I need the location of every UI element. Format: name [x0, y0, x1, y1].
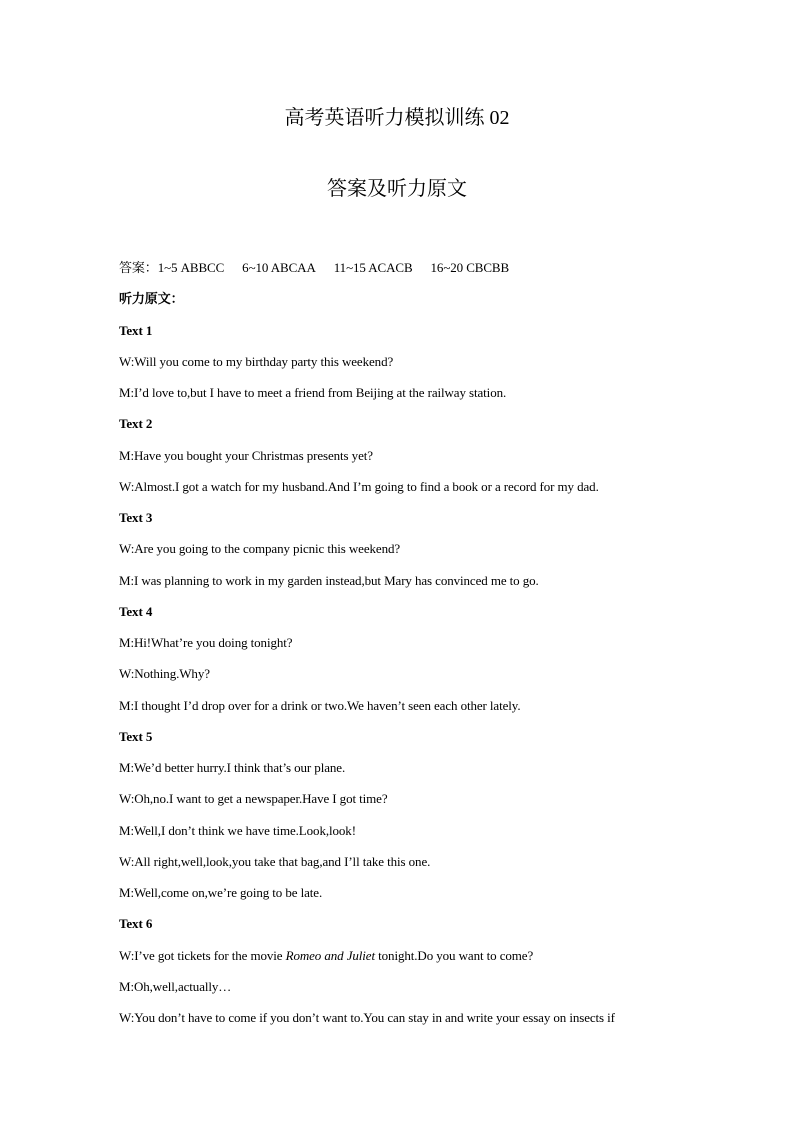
dialogue-text: W:I’ve got tickets for the movie: [119, 947, 286, 963]
dialogue-line: W:All right,well,look,you take that bag,and I’ll take this one.: [119, 853, 431, 869]
document-body: [119, 256, 699, 1037]
dialogue-line: M:Oh,well,actually…: [119, 978, 232, 994]
text-heading: Text 5: [119, 728, 153, 744]
dialogue-line: M:Hi!What’re you doing tonight?: [119, 635, 293, 650]
dialogue-line: W:Oh,no.I want to get a newspaper.Have I got time?: [119, 791, 388, 807]
dialogue-line: W:Almost.I got a watch for my husband.And I’m going to find a book or a record for my dad.: [119, 478, 599, 494]
dialogue-line: [119, 944, 699, 975]
answer-group: 16~20 CBCBB: [430, 260, 510, 275]
text-heading: Text 2: [119, 416, 153, 432]
page-subtitle: 答案及听力原文: [327, 178, 467, 200]
dialogue-line: M:Well,come on,we’re going to be late.: [119, 885, 323, 900]
page-title: 高考英语听力模拟训练 02: [284, 107, 510, 129]
movie-title: Romeo and Juliet: [285, 947, 375, 963]
answer-group: 11~15 ACACB: [333, 260, 413, 275]
answer-label: 答案：: [119, 260, 158, 275]
text-heading: Text 4: [119, 603, 153, 619]
dialogue-text: tonight.Do you want to come?: [374, 947, 534, 963]
answer-key-line: [119, 256, 699, 287]
dialogue-line: M:Well,I don’t think we have time.Look,look!: [119, 822, 356, 838]
dialogue-line: M:Have you bought your Christmas presents yet?: [119, 447, 373, 463]
text-heading: Text 1: [119, 322, 153, 338]
transcript-label: 听力原文：: [119, 291, 184, 307]
text-heading: Text 6: [119, 916, 153, 932]
text-heading: Text 3: [119, 510, 153, 525]
dialogue-line: M:I thought I’d drop over for a drink or two.We haven’t seen each other lately.: [119, 697, 521, 713]
dialogue-line: W:Will you come to my birthday party this weekend?: [119, 353, 394, 369]
dialogue-line: W:Are you going to the company picnic this weekend?: [119, 541, 401, 557]
dialogue-line: M:We’d better hurry.I think that’s our plane.: [119, 760, 346, 775]
answer-group: 1~5 ABBCC: [157, 260, 225, 275]
answer-group: 6~10 ABCAA: [242, 260, 316, 275]
dialogue-line: W:You don’t have to come if you don’t want to.You can stay in and write your essay on insects if: [119, 1010, 615, 1025]
dialogue-line: W:Nothing.Why?: [119, 666, 210, 682]
dialogue-line: M:I was planning to work in my garden instead,but Mary has convinced me to go.: [119, 572, 539, 588]
dialogue-line: M:I’d love to,but I have to meet a friend from Beijing at the railway station.: [119, 385, 507, 400]
